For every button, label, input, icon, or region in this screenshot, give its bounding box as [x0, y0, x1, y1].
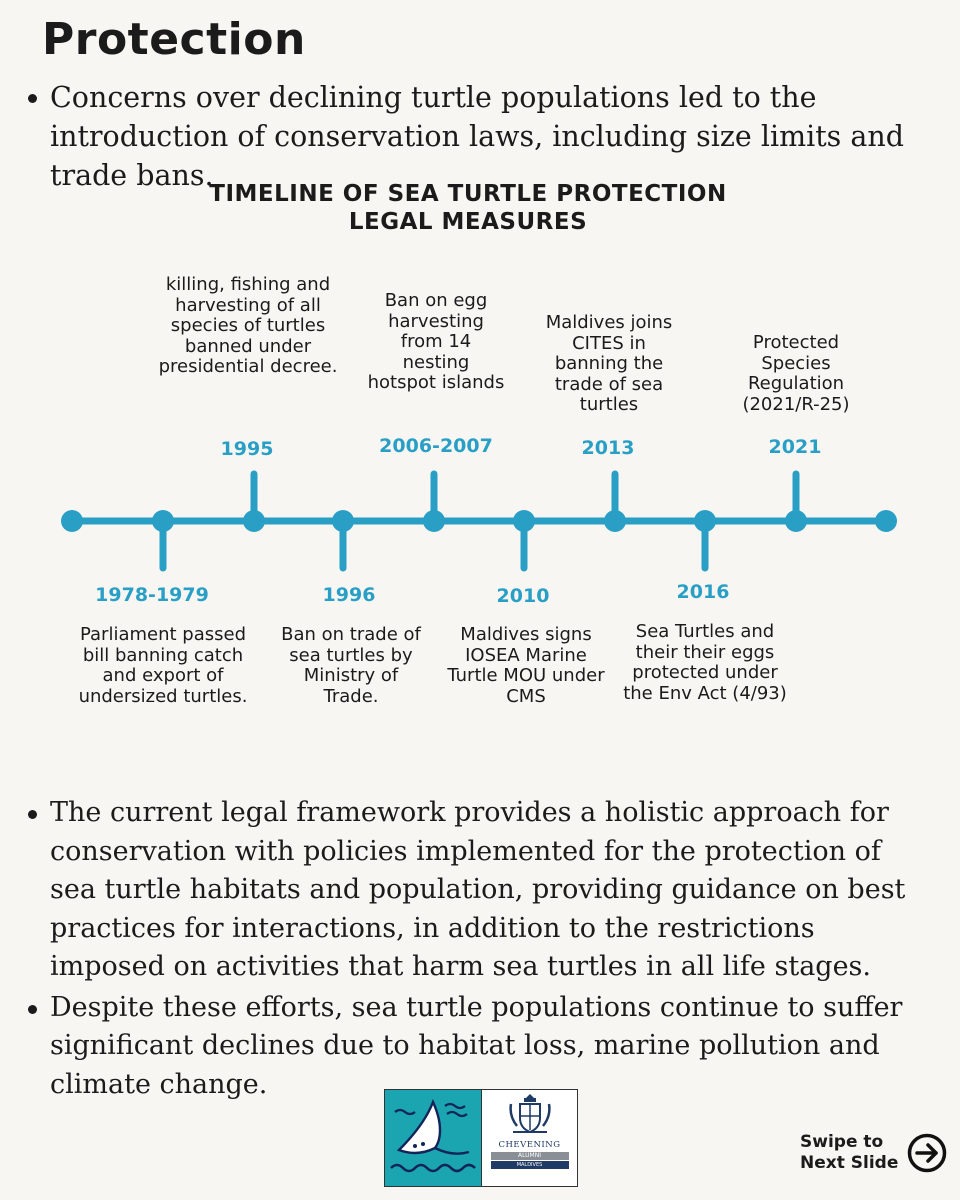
event-year-1995: 1995	[220, 438, 274, 460]
event-text-1978: Parliament passed bill banning catch and export of undersized turtles.	[78, 624, 248, 707]
event-text-1995: killing, fishing and harvesting of all species of turtles banned under presidential decree.	[158, 274, 338, 377]
timeline-dot-1	[152, 510, 174, 532]
event-text-2006: Ban on egg harvesting from 14 nesting hotspot islands	[367, 290, 505, 393]
swipe-label-line-1: Swipe to	[800, 1132, 884, 1152]
timeline-dot-9	[875, 510, 897, 532]
event-year-2016: 2016	[676, 581, 730, 603]
event-text-2021: Protected Species Regulation (2021/R-25)	[742, 332, 850, 415]
timeline-dot-2	[243, 510, 265, 532]
timeline-dot-6	[604, 510, 626, 532]
event-year-2013: 2013	[581, 437, 635, 459]
maldives-band: MALDIVES	[491, 1161, 569, 1169]
timeline-dot-7	[694, 510, 716, 532]
partner-logos	[384, 1089, 578, 1187]
event-year-2010: 2010	[496, 585, 550, 607]
timeline-dot-4	[423, 510, 445, 532]
arrow-right-circle-icon	[906, 1132, 948, 1174]
outro-bullet-2: Despite these efforts, sea turtle populations continue to suffer significant declines due to habitat loss, marine pollution and climate change.	[22, 989, 927, 1105]
event-text-1996: Ban on trade of sea turtles by Ministry of Trade.	[281, 624, 421, 707]
swipe-label-line-2: Next Slide	[800, 1153, 899, 1173]
outro-bullet-1: The current legal framework provides a holistic approach for conservation with policies implemented for the protection of sea turtle habitats and population, providing guidance on best practices for interactions, in addition to the restrictions imposed on activities that harm sea turtles in all life stages.	[22, 794, 927, 987]
event-text-2013: Maldives joins CITES in banning the trade of sea turtles	[545, 312, 673, 415]
timeline-dot-5	[513, 510, 535, 532]
timeline-dot-8	[785, 510, 807, 532]
chevening-logo	[481, 1090, 577, 1186]
manta-ray-icon	[385, 1090, 481, 1186]
event-year-1978: 1978-1979	[95, 584, 209, 606]
swipe-label	[800, 1132, 912, 1174]
intro-bullet: Concerns over declining turtle populations led to the introduction of conservation laws, including size limits and trade bans.	[22, 78, 937, 195]
chevening-wordmark: CHEVENING	[498, 1140, 561, 1150]
timeline-dot-0	[61, 510, 83, 532]
event-text-2016: Sea Turtles and their their eggs protected under the Env Act (4/93)	[623, 621, 787, 704]
event-text-2010: Maldives signs IOSEA Marine Turtle MOU under CMS	[447, 624, 605, 707]
page-title: Protection	[42, 14, 306, 65]
coat-of-arms-icon	[505, 1090, 555, 1138]
timeline-dot-3	[332, 510, 354, 532]
event-year-1996: 1996	[322, 584, 376, 606]
event-year-2021: 2021	[768, 436, 822, 458]
timeline-title-line-1: TIMELINE OF SEA TURTLE PROTECTION	[209, 181, 727, 207]
manta-ray-logo	[385, 1090, 481, 1186]
event-year-2006: 2006-2007	[379, 435, 493, 457]
swipe-next-button[interactable]	[800, 1132, 948, 1174]
alumni-band: ALUMNI	[491, 1152, 569, 1160]
timeline-title-line-2: LEGAL MEASURES	[348, 209, 588, 235]
outro-bullet-list	[22, 794, 927, 1106]
